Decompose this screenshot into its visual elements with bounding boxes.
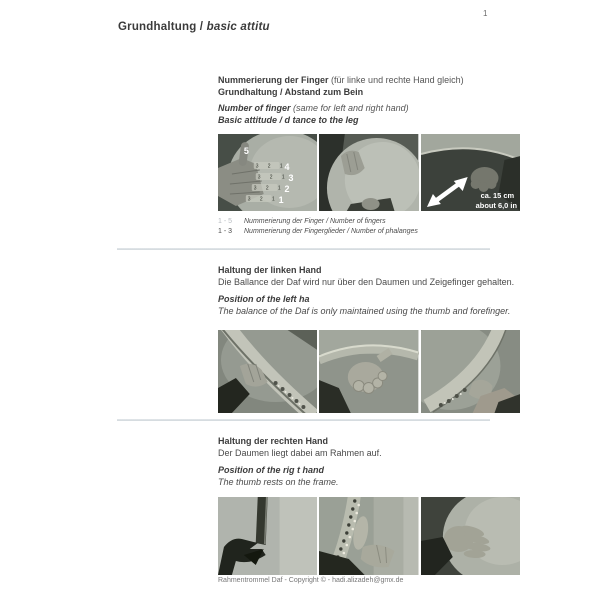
finger-label-2: 2 bbox=[284, 183, 290, 195]
section2-body-de: Die Ballance der Daf wird nur über den Daumen und Zeigefinger gehalten. bbox=[218, 277, 515, 287]
phalanx-numbers-row1: 3 2 1 bbox=[247, 196, 279, 203]
section2-body-en: The balance of the Daf is only maintained using the thumb and forefinger. bbox=[218, 306, 511, 316]
section3-body-en: The thumb rests on the frame. bbox=[218, 477, 339, 487]
phalanx-numbers-row2: 3 2 1 bbox=[253, 185, 285, 192]
finger-label-4: 4 bbox=[284, 161, 290, 173]
section1-heading-en2: Basic attitude / d tance to the leg bbox=[218, 115, 359, 125]
measure-cm-label: ca. 15 cm bbox=[480, 190, 514, 201]
copyright-line: Rahmentrommel Daf - Copyright © - hadi.alizadeh@gmx.de bbox=[218, 577, 404, 584]
section1-heading-de-bold: Nummerierung der Finger bbox=[218, 75, 329, 85]
photo-strip-right-hand bbox=[218, 497, 520, 575]
photo-left-hand-grip-3 bbox=[421, 330, 520, 413]
page-title-en: basic attitu bbox=[206, 21, 270, 33]
photo-strip-left-hand bbox=[218, 330, 520, 413]
section2-heading-en: Position of the left ha bbox=[218, 294, 310, 304]
photo-distance-to-leg bbox=[421, 134, 520, 211]
photo-left-hand-grip-1 bbox=[218, 330, 317, 413]
section-divider bbox=[117, 248, 490, 250]
section-divider bbox=[117, 419, 490, 421]
page-title-de: Grundhaltung / bbox=[118, 21, 204, 33]
section1-heading-de bbox=[218, 75, 464, 85]
legend-row-fingers bbox=[218, 218, 386, 225]
photo-right-hand-grip-3 bbox=[421, 497, 520, 575]
section3-heading-de: Haltung der rechten Hand bbox=[218, 436, 329, 446]
finger-label-1: 1 bbox=[278, 194, 284, 206]
legend-row-phalanges bbox=[218, 228, 418, 235]
photo-finger-numbers bbox=[218, 134, 317, 211]
page-number: 1 bbox=[483, 9, 488, 18]
section1-heading-en-note: (same for left and right hand) bbox=[293, 103, 409, 113]
legend-range-1-5: 1 - 5 bbox=[218, 218, 233, 225]
page-title bbox=[118, 21, 270, 33]
section1-heading-en-bold: Number of finger bbox=[218, 103, 291, 113]
finger-label-3: 3 bbox=[288, 172, 294, 184]
finger-label-5: 5 bbox=[243, 145, 249, 157]
section2-heading-de: Haltung der linken Hand bbox=[218, 265, 322, 275]
photo-left-hand-grip-2 bbox=[319, 330, 418, 413]
photo-basic-attitude bbox=[319, 134, 418, 211]
phalanx-numbers-row3: 3 2 1 bbox=[257, 174, 289, 181]
legend-range-1-3: 1 - 3 bbox=[218, 228, 233, 235]
photo-strip-finger-numbering bbox=[218, 134, 520, 211]
section3-body-de: Der Daumen liegt dabei am Rahmen auf. bbox=[218, 448, 382, 458]
section3-heading-en: Position of the rig t hand bbox=[218, 465, 324, 475]
section1-heading-en bbox=[218, 103, 409, 113]
legend-label-fingers: Nummerierung der Finger / Number of fingers bbox=[244, 218, 386, 225]
photo-right-hand-grip-2 bbox=[319, 497, 418, 575]
section1-heading-de2: Grundhaltung / Abstand zum Bein bbox=[218, 87, 364, 97]
legend-label-phalanges: Nummerierung der Fingerglieder / Number of phalanges bbox=[244, 228, 418, 235]
section1-heading-de-note: (für linke und rechte Hand gleich) bbox=[331, 75, 464, 85]
photo-right-hand-grip-1 bbox=[218, 497, 317, 575]
measure-in-label: about 6,0 in bbox=[475, 200, 517, 211]
phalanx-numbers-row4: 3 2 1 bbox=[255, 163, 287, 170]
